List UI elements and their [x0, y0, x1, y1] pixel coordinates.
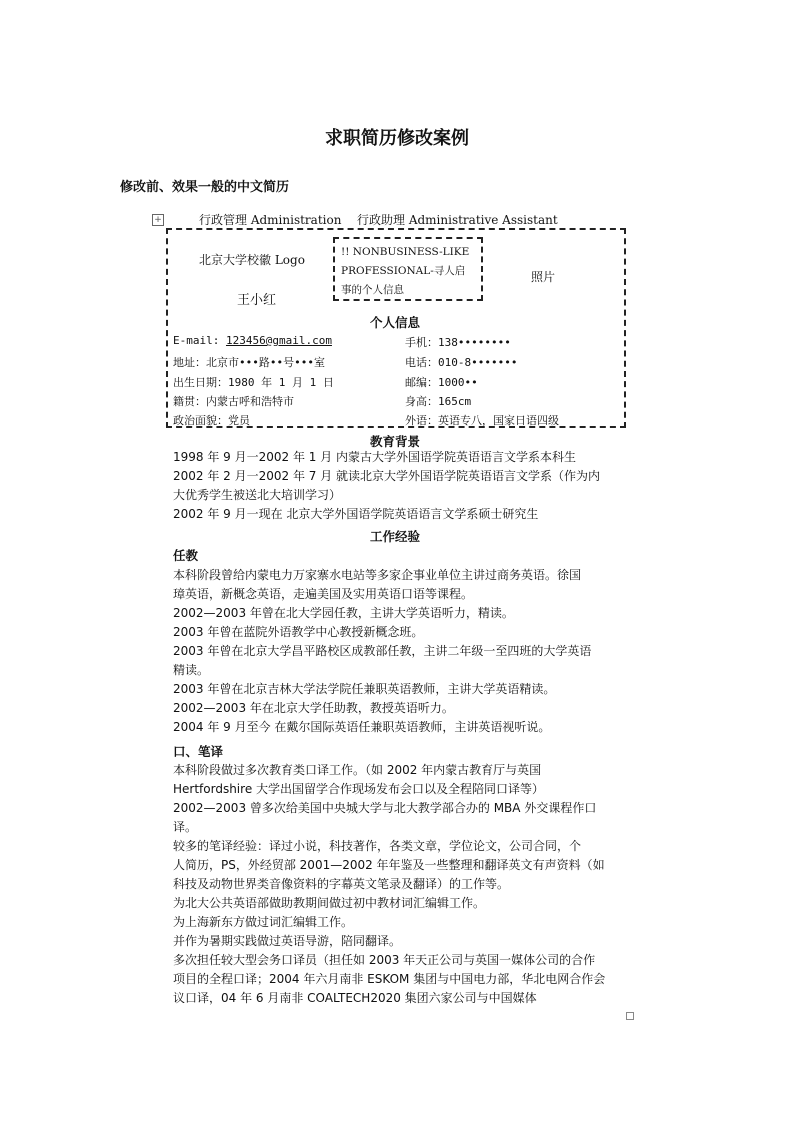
- education-line: 2002 年 2 月一2002 年 7 月 就读北京大学外国语学院英语语言文学系（作为内: [173, 469, 601, 483]
- interp-line: 2002—2003 曾多次给美国中央城大学与北大教学部合办的 MBA 外交课程作口: [173, 801, 597, 815]
- height-field: 身高：165cm: [405, 395, 472, 408]
- teaching-line: 本科阶段曾给内蒙电力万家寨水电站等多家企事业单位主讲过商务英语。徐国: [173, 568, 582, 582]
- education-line: 大优秀学生被送北大培训学习）: [173, 488, 342, 502]
- interp-line: 科技及动物世界类音像资料的字幕英文笔录及翻译）的工作等。: [173, 877, 510, 891]
- table-move-handle-icon[interactable]: +: [152, 214, 164, 226]
- teaching-line: 2002—2003 年在北京大学任助教，教授英语听力。: [173, 701, 454, 715]
- birth-field: 出生日期：1980 年 1 月 1 日: [173, 376, 334, 389]
- email-link[interactable]: 123456@gmail.com: [225, 334, 332, 347]
- email-label: E-mail:: [173, 334, 220, 347]
- header-right: 行政助理 Administrative Assistant: [357, 213, 558, 227]
- interp-line: 项目的全程口译；2004 年六月南非 ESKOM 集团与中国电力部，华北电网合作会: [173, 972, 606, 986]
- phone-field: 电话：010-8•••••••: [405, 356, 518, 369]
- interp-line: 译。: [173, 820, 198, 834]
- teaching-line: 2004 年 9 月至今 在戴尔国际英语任兼职英语教师，主讲英语视听说。: [173, 720, 551, 734]
- personal-info-heading: 个人信息: [370, 315, 421, 330]
- interp-line: Hertfordshire 大学出国留学合作现场发布会口以及全程陪同口译等）: [173, 782, 545, 796]
- interp-line: 人简历，PS，外经贸部 2001—2002 年年鉴及一些整理和翻译英文有声资料（如: [173, 858, 605, 872]
- teaching-line: 2002—2003 年曾在北大学园任教，主讲大学英语听力，精读。: [173, 606, 514, 620]
- work-heading: 工作经验: [370, 529, 421, 544]
- logo-placeholder: 北京大学校徽 Logo: [199, 253, 305, 267]
- teaching-line: 精读。: [173, 663, 210, 677]
- teaching-line: 2003 年曾在北京大学昌平路校区成教部任教，主讲二年级一至四班的大学英语: [173, 644, 592, 658]
- interp-line: 为北大公共英语部做助教期间做过初中教材词汇编辑工作。: [173, 896, 486, 910]
- email-row: [173, 334, 332, 347]
- education-line: 2002 年 9 月一现在 北京大学外国语学院英语语言文学系硕士研究生: [173, 507, 539, 521]
- interp-line: 议口译，04 年 6 月南非 COALTECH2020 集团六家公司与中国媒体: [173, 991, 537, 1005]
- teaching-line: 璋英语，新概念英语，走遍美国及实用英语口语等课程。: [173, 587, 474, 601]
- education-block: [173, 448, 625, 524]
- teaching-heading: 任教: [173, 548, 199, 563]
- interp-line: 较多的笔译经验：译过小说，科技著作，各类文章，学位论文，公司合同，个: [173, 839, 582, 853]
- interp-block: [173, 761, 625, 1008]
- political-field: 政治面貌：党员: [173, 414, 250, 427]
- photo-placeholder: 照片: [531, 270, 556, 284]
- teaching-block: [173, 566, 625, 737]
- end-of-cell-marker: [626, 1012, 634, 1020]
- teaching-line: 2003 年曾在蓝院外语教学中心教授新概念班。: [173, 625, 424, 639]
- interp-line: 多次担任较大型会务口译员（担任如 2003 年天正公司与英国一媒体公司的合作: [173, 953, 596, 967]
- native-field: 籍贯：内蒙古呼和浩特市: [173, 395, 294, 408]
- education-line: 1998 年 9 月一2002 年 1 月 内蒙古大学外国语学院英语语言文学系本科生: [173, 450, 577, 464]
- applicant-name: 王小红: [237, 293, 277, 308]
- education-heading: 教育背景: [370, 434, 421, 449]
- postcode-field: 邮编：1000••: [405, 376, 478, 389]
- page-title: 求职简历修改案例: [325, 128, 469, 149]
- interp-line: 并作为暑期实践做过英语导游，陪同翻译。: [173, 934, 402, 948]
- teaching-line: 2003 年曾在北京吉林大学法学院任兼职英语教师，主讲大学英语精读。: [173, 682, 556, 696]
- interp-line: 为上海新东方做过词汇编辑工作。: [173, 915, 354, 929]
- address-field: 地址：北京市•••路••号•••室: [173, 356, 325, 369]
- header-left: 行政管理 Administration: [199, 213, 342, 227]
- interp-line: 本科阶段做过多次教育类口译工作。（如 2002 年内蒙古教育厅与英国: [173, 763, 542, 777]
- mobile-field: 手机：138••••••••: [405, 336, 511, 349]
- language-field: 外语：英语专八，国家日语四级: [405, 414, 559, 427]
- note-box: !! NONBUSINESS-LIKE PROFESSIONAL-寻人启事的个人信息: [333, 237, 483, 301]
- interp-heading: 口、笔译: [173, 744, 224, 759]
- page-subtitle: 修改前、效果一般的中文简历: [120, 180, 290, 195]
